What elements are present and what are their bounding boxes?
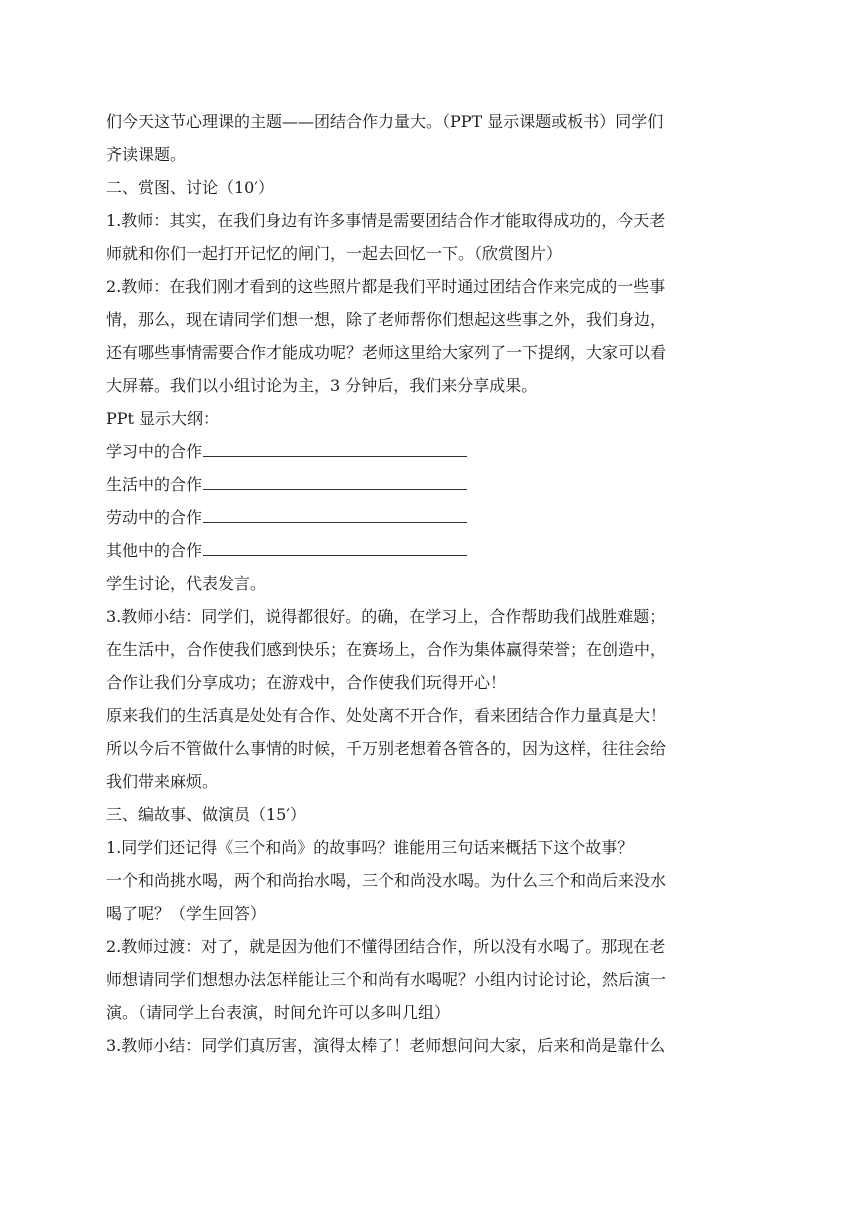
text-line: 演。（请同学上台表演，时间允许可以多叫几组） — [106, 1003, 451, 1022]
text-line: 2.教师：在我们刚才看到的这些照片都是我们平时通过团结合作来完成的一些事 — [106, 277, 666, 296]
outline-label: 生活中的合作 — [106, 475, 203, 494]
text-line: 原来我们的生活真是处处有合作、处处离不开合作，看来团结合作力量真是大！ — [106, 706, 667, 725]
document-body — [106, 105, 746, 1062]
fill-blank — [203, 442, 467, 457]
text-line: 师想请同学们想想办法怎样能让三个和尚有水喝呢？小组内讨论讨论，然后演一 — [106, 970, 667, 989]
text-line: 情，那么，现在请同学们想一想，除了老师帮你们想起这些事之外，我们身边， — [106, 310, 667, 329]
text-line: 2.教师过渡：对了，就是因为他们不懂得团结合作，所以没有水喝了。那现在老 — [106, 937, 666, 956]
text-line: PPt 显示大纲： — [106, 409, 220, 428]
text-line: 3.教师小结：同学们真厉害，演得太棒了！老师想问问大家，后来和尚是靠什么 — [106, 1036, 666, 1055]
text-line: 我们带来麻烦。 — [106, 772, 219, 791]
text-line: 还有哪些事情需要合作才能成功呢？老师这里给大家列了一下提纲，大家可以看 — [106, 343, 667, 362]
outline-item — [106, 435, 746, 468]
text-line: 一个和尚挑水喝，两个和尚抬水喝，三个和尚没水喝。为什么三个和尚后来没水 — [106, 871, 667, 890]
text-line: 喝了呢？（学生回答） — [106, 904, 267, 923]
text-line: 合作让我们分享成功；在游戏中，合作使我们玩得开心！ — [106, 673, 507, 692]
text-line: 们今天这节心理课的主题——团结合作力量大。（PPT 显示课题或板书）同学们 — [106, 112, 664, 131]
fill-blank — [203, 475, 467, 490]
section-heading: 三、编故事、做演员（15′） — [106, 805, 306, 824]
outline-label: 学习中的合作 — [106, 442, 203, 461]
fill-blank — [203, 508, 467, 523]
text-line: 大屏幕。我们以小组讨论为主，3 分钟后，我们来分享成果。 — [106, 376, 538, 395]
text-line: 在生活中，合作使我们感到快乐；在赛场上，合作为集体赢得荣誉；在创造中， — [106, 640, 667, 659]
outline-item — [106, 468, 746, 501]
section-heading: 二、赏图、讨论（10′） — [106, 178, 274, 197]
text-line: 3.教师小结：同学们，说得都很好。的确，在学习上，合作帮助我们战胜难题； — [106, 607, 666, 626]
text-line: 齐读课题。 — [106, 145, 187, 164]
outline-label: 劳动中的合作 — [106, 508, 203, 527]
outline-item — [106, 534, 746, 567]
outline-label: 其他中的合作 — [106, 541, 203, 560]
outline-item — [106, 501, 746, 534]
text-line: 学生讨论，代表发言。 — [106, 574, 267, 593]
fill-blank — [203, 541, 467, 556]
text-line: 所以今后不管做什么事情的时候，千万别老想着各管各的，因为这样，往往会给 — [106, 739, 667, 758]
text-line: 1.教师：其实，在我们身边有许多事情是需要团结合作才能取得成功的，今天老 — [106, 211, 666, 230]
text-line: 1.同学们还记得《三个和尚》的故事吗？谁能用三句话来概括下这个故事？ — [106, 838, 634, 857]
text-line: 师就和你们一起打开记忆的闸门，一起去回忆一下。（欣赏图片） — [106, 244, 563, 263]
